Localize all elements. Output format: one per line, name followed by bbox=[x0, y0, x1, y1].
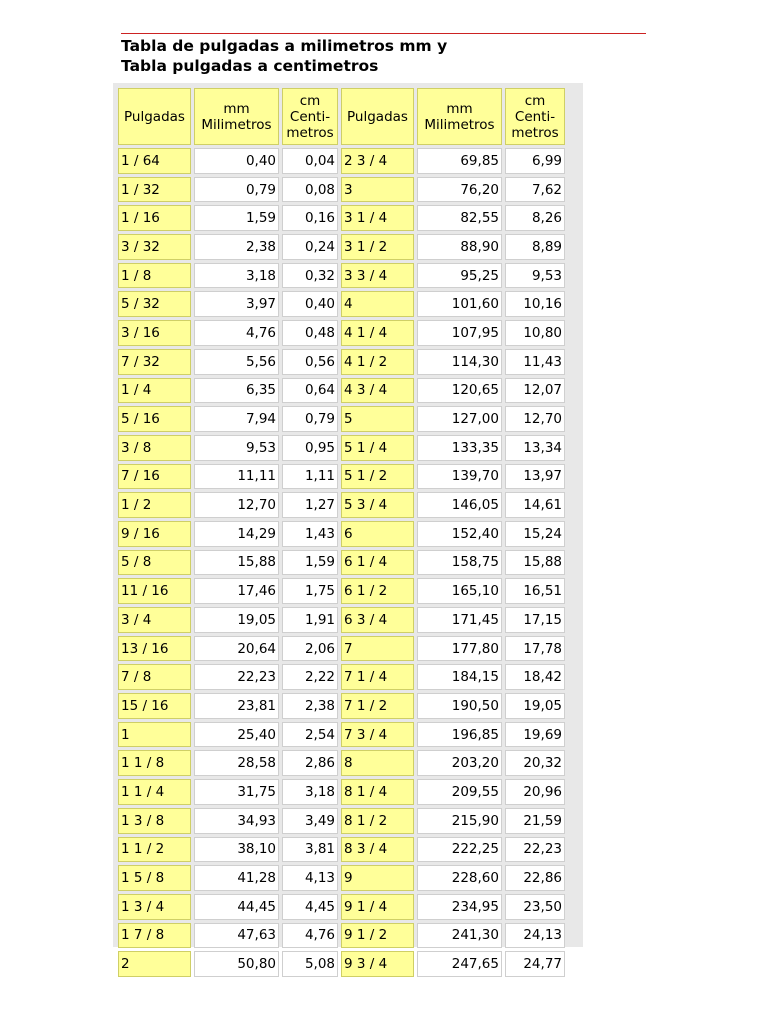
mm-cell: 0,40 bbox=[194, 148, 279, 174]
cm-cell: 1,75 bbox=[282, 578, 338, 604]
mm-cell: 120,65 bbox=[417, 378, 502, 404]
cm-cell: 5,08 bbox=[282, 951, 338, 977]
cm-cell: 11,43 bbox=[505, 349, 565, 375]
inches-cell: 3 1 / 2 bbox=[341, 234, 414, 260]
cm-cell: 12,07 bbox=[505, 378, 565, 404]
mm-cell: 76,20 bbox=[417, 177, 502, 203]
inches-cell: 4 1 / 2 bbox=[341, 349, 414, 375]
mm-cell: 101,60 bbox=[417, 291, 502, 317]
inches-cell: 8 3 / 4 bbox=[341, 837, 414, 863]
cm-cell: 1,43 bbox=[282, 521, 338, 547]
cm-cell: 4,45 bbox=[282, 894, 338, 920]
cm-cell: 17,78 bbox=[505, 636, 565, 662]
cm-cell: 23,50 bbox=[505, 894, 565, 920]
mm-cell: 12,70 bbox=[194, 492, 279, 518]
mm-cell: 215,90 bbox=[417, 808, 502, 834]
cm-cell: 19,69 bbox=[505, 722, 565, 748]
inches-cell: 15 / 16 bbox=[118, 693, 191, 719]
mm-cell: 5,56 bbox=[194, 349, 279, 375]
cm-cell: 1,27 bbox=[282, 492, 338, 518]
mm-cell: 88,90 bbox=[417, 234, 502, 260]
cm-cell: 0,08 bbox=[282, 177, 338, 203]
mm-cell: 23,81 bbox=[194, 693, 279, 719]
mm-cell: 152,40 bbox=[417, 521, 502, 547]
inches-cell: 13 / 16 bbox=[118, 636, 191, 662]
inches-cell: 6 bbox=[341, 521, 414, 547]
cm-cell: 0,24 bbox=[282, 234, 338, 260]
cm-cell: 21,59 bbox=[505, 808, 565, 834]
mm-cell: 41,28 bbox=[194, 865, 279, 891]
mm-cell: 69,85 bbox=[417, 148, 502, 174]
table-row bbox=[118, 693, 565, 719]
mm-cell: 38,10 bbox=[194, 837, 279, 863]
header-cm-2-unit: cm bbox=[524, 92, 546, 109]
mm-cell: 47,63 bbox=[194, 923, 279, 949]
mm-cell: 0,79 bbox=[194, 177, 279, 203]
cm-cell: 0,64 bbox=[282, 378, 338, 404]
mm-cell: 31,75 bbox=[194, 779, 279, 805]
title-line-2: Tabla pulgadas a centimetros bbox=[121, 57, 379, 75]
inches-cell: 2 bbox=[118, 951, 191, 977]
mm-cell: 165,10 bbox=[417, 578, 502, 604]
inches-cell: 3 3 / 4 bbox=[341, 263, 414, 289]
inches-cell: 7 / 16 bbox=[118, 464, 191, 490]
inches-cell: 5 / 32 bbox=[118, 291, 191, 317]
cm-cell: 13,97 bbox=[505, 464, 565, 490]
table-row bbox=[118, 205, 565, 231]
inches-cell: 6 1 / 2 bbox=[341, 578, 414, 604]
header-mm-2-unit: mm bbox=[446, 100, 473, 117]
table-row bbox=[118, 521, 565, 547]
cm-cell: 3,81 bbox=[282, 837, 338, 863]
header-cm-2-label-b: metros bbox=[511, 124, 559, 141]
mm-cell: 127,00 bbox=[417, 406, 502, 432]
inches-cell: 7 / 32 bbox=[118, 349, 191, 375]
cm-cell: 9,53 bbox=[505, 263, 565, 289]
mm-cell: 196,85 bbox=[417, 722, 502, 748]
mm-cell: 222,25 bbox=[417, 837, 502, 863]
mm-cell: 114,30 bbox=[417, 349, 502, 375]
table-row bbox=[118, 578, 565, 604]
cm-cell: 0,16 bbox=[282, 205, 338, 231]
header-cm-1 bbox=[282, 88, 338, 145]
table-row bbox=[118, 894, 565, 920]
cm-cell: 12,70 bbox=[505, 406, 565, 432]
inches-cell: 8 1 / 2 bbox=[341, 808, 414, 834]
header-pulgadas-1: Pulgadas bbox=[118, 88, 191, 145]
conversion-table-frame bbox=[113, 83, 583, 973]
header-mm-1-label: Milimetros bbox=[201, 116, 272, 133]
table-row bbox=[118, 808, 565, 834]
mm-cell: 28,58 bbox=[194, 750, 279, 776]
inches-cell: 7 1 / 2 bbox=[341, 693, 414, 719]
header-mm-1-unit: mm bbox=[223, 100, 250, 117]
table-row bbox=[118, 951, 565, 977]
mm-cell: 171,45 bbox=[417, 607, 502, 633]
inches-cell: 8 bbox=[341, 750, 414, 776]
mm-cell: 25,40 bbox=[194, 722, 279, 748]
cm-cell: 2,06 bbox=[282, 636, 338, 662]
inches-cell: 1 1 / 8 bbox=[118, 750, 191, 776]
inches-cell: 5 1 / 2 bbox=[341, 464, 414, 490]
inches-cell: 1 1 / 4 bbox=[118, 779, 191, 805]
cm-cell: 22,23 bbox=[505, 837, 565, 863]
mm-cell: 6,35 bbox=[194, 378, 279, 404]
cm-cell: 0,04 bbox=[282, 148, 338, 174]
mm-cell: 7,94 bbox=[194, 406, 279, 432]
inches-cell: 1 / 4 bbox=[118, 378, 191, 404]
inches-cell: 1 7 / 8 bbox=[118, 923, 191, 949]
table-row bbox=[118, 291, 565, 317]
mm-cell: 14,29 bbox=[194, 521, 279, 547]
mm-cell: 4,76 bbox=[194, 320, 279, 346]
header-cm-2-label-a: Centi- bbox=[514, 108, 556, 125]
inches-cell: 1 bbox=[118, 722, 191, 748]
inches-cell: 5 / 16 bbox=[118, 406, 191, 432]
cm-cell: 17,15 bbox=[505, 607, 565, 633]
mm-cell: 247,65 bbox=[417, 951, 502, 977]
inches-cell: 3 / 16 bbox=[118, 320, 191, 346]
header-mm-2 bbox=[417, 88, 502, 145]
mm-cell: 34,93 bbox=[194, 808, 279, 834]
inches-cell: 5 3 / 4 bbox=[341, 492, 414, 518]
table-row bbox=[118, 923, 565, 949]
inches-cell: 7 1 / 4 bbox=[341, 664, 414, 690]
inches-cell: 5 1 / 4 bbox=[341, 435, 414, 461]
table-row bbox=[118, 464, 565, 490]
mm-cell: 44,45 bbox=[194, 894, 279, 920]
cm-cell: 24,13 bbox=[505, 923, 565, 949]
table-row bbox=[118, 722, 565, 748]
inches-cell: 3 1 / 4 bbox=[341, 205, 414, 231]
mm-cell: 20,64 bbox=[194, 636, 279, 662]
header-pulgadas-2: Pulgadas bbox=[341, 88, 414, 145]
cm-cell: 14,61 bbox=[505, 492, 565, 518]
cm-cell: 13,34 bbox=[505, 435, 565, 461]
mm-cell: 50,80 bbox=[194, 951, 279, 977]
title-line-1: Tabla de pulgadas a milimetros mm y bbox=[121, 37, 448, 55]
inches-cell: 7 / 8 bbox=[118, 664, 191, 690]
table-row bbox=[118, 378, 565, 404]
cm-cell: 15,24 bbox=[505, 521, 565, 547]
table-row bbox=[118, 636, 565, 662]
mm-cell: 139,70 bbox=[417, 464, 502, 490]
mm-cell: 146,05 bbox=[417, 492, 502, 518]
inches-cell: 7 bbox=[341, 636, 414, 662]
cm-cell: 16,51 bbox=[505, 578, 565, 604]
cm-cell: 4,13 bbox=[282, 865, 338, 891]
inches-cell: 9 / 16 bbox=[118, 521, 191, 547]
cm-cell: 10,16 bbox=[505, 291, 565, 317]
mm-cell: 19,05 bbox=[194, 607, 279, 633]
inches-cell: 4 1 / 4 bbox=[341, 320, 414, 346]
inches-cell: 8 1 / 4 bbox=[341, 779, 414, 805]
table-row bbox=[118, 435, 565, 461]
cm-cell: 7,62 bbox=[505, 177, 565, 203]
mm-cell: 3,97 bbox=[194, 291, 279, 317]
table-row bbox=[118, 234, 565, 260]
inches-cell: 1 3 / 8 bbox=[118, 808, 191, 834]
inches-cell: 4 3 / 4 bbox=[341, 378, 414, 404]
cm-cell: 0,32 bbox=[282, 263, 338, 289]
inches-cell: 7 3 / 4 bbox=[341, 722, 414, 748]
mm-cell: 241,30 bbox=[417, 923, 502, 949]
cm-cell: 6,99 bbox=[505, 148, 565, 174]
cm-cell: 20,32 bbox=[505, 750, 565, 776]
mm-cell: 203,20 bbox=[417, 750, 502, 776]
inches-cell: 5 bbox=[341, 406, 414, 432]
mm-cell: 177,80 bbox=[417, 636, 502, 662]
header-cm-1-label-b: metros bbox=[286, 124, 334, 141]
mm-cell: 3,18 bbox=[194, 263, 279, 289]
cm-cell: 4,76 bbox=[282, 923, 338, 949]
cm-cell: 18,42 bbox=[505, 664, 565, 690]
top-divider bbox=[121, 33, 646, 34]
cm-cell: 24,77 bbox=[505, 951, 565, 977]
mm-cell: 11,11 bbox=[194, 464, 279, 490]
table-row bbox=[118, 263, 565, 289]
mm-cell: 234,95 bbox=[417, 894, 502, 920]
inches-cell: 9 1 / 4 bbox=[341, 894, 414, 920]
cm-cell: 1,59 bbox=[282, 550, 338, 576]
conversion-table bbox=[115, 85, 568, 980]
inches-cell: 11 / 16 bbox=[118, 578, 191, 604]
table-row bbox=[118, 865, 565, 891]
table-row bbox=[118, 492, 565, 518]
cm-cell: 10,80 bbox=[505, 320, 565, 346]
mm-cell: 22,23 bbox=[194, 664, 279, 690]
mm-cell: 2,38 bbox=[194, 234, 279, 260]
mm-cell: 1,59 bbox=[194, 205, 279, 231]
inches-cell: 9 1 / 2 bbox=[341, 923, 414, 949]
inches-cell: 9 bbox=[341, 865, 414, 891]
cm-cell: 2,22 bbox=[282, 664, 338, 690]
inches-cell: 3 / 8 bbox=[118, 435, 191, 461]
cm-cell: 3,49 bbox=[282, 808, 338, 834]
inches-cell: 3 / 4 bbox=[118, 607, 191, 633]
inches-cell: 6 3 / 4 bbox=[341, 607, 414, 633]
cm-cell: 15,88 bbox=[505, 550, 565, 576]
inches-cell: 1 5 / 8 bbox=[118, 865, 191, 891]
mm-cell: 107,95 bbox=[417, 320, 502, 346]
inches-cell: 1 / 64 bbox=[118, 148, 191, 174]
inches-cell: 9 3 / 4 bbox=[341, 951, 414, 977]
cm-cell: 0,79 bbox=[282, 406, 338, 432]
page-title bbox=[121, 36, 621, 76]
cm-cell: 20,96 bbox=[505, 779, 565, 805]
mm-cell: 184,15 bbox=[417, 664, 502, 690]
cm-cell: 0,40 bbox=[282, 291, 338, 317]
cm-cell: 1,11 bbox=[282, 464, 338, 490]
cm-cell: 1,91 bbox=[282, 607, 338, 633]
inches-cell: 3 / 32 bbox=[118, 234, 191, 260]
table-row bbox=[118, 349, 565, 375]
inches-cell: 2 3 / 4 bbox=[341, 148, 414, 174]
header-mm-1 bbox=[194, 88, 279, 145]
inches-cell: 3 bbox=[341, 177, 414, 203]
table-row bbox=[118, 177, 565, 203]
cm-cell: 2,86 bbox=[282, 750, 338, 776]
cm-cell: 3,18 bbox=[282, 779, 338, 805]
table-row bbox=[118, 664, 565, 690]
mm-cell: 228,60 bbox=[417, 865, 502, 891]
table-row bbox=[118, 779, 565, 805]
inches-cell: 5 / 8 bbox=[118, 550, 191, 576]
mm-cell: 158,75 bbox=[417, 550, 502, 576]
cm-cell: 8,26 bbox=[505, 205, 565, 231]
inches-cell: 4 bbox=[341, 291, 414, 317]
inches-cell: 1 / 32 bbox=[118, 177, 191, 203]
table-body bbox=[118, 148, 565, 977]
header-mm-2-label: Milimetros bbox=[424, 116, 495, 133]
mm-cell: 190,50 bbox=[417, 693, 502, 719]
cm-cell: 22,86 bbox=[505, 865, 565, 891]
cm-cell: 2,54 bbox=[282, 722, 338, 748]
table-row bbox=[118, 607, 565, 633]
inches-cell: 1 / 16 bbox=[118, 205, 191, 231]
table-row bbox=[118, 550, 565, 576]
cm-cell: 0,48 bbox=[282, 320, 338, 346]
header-cm-1-label-a: Centi- bbox=[289, 108, 331, 125]
mm-cell: 95,25 bbox=[417, 263, 502, 289]
mm-cell: 15,88 bbox=[194, 550, 279, 576]
mm-cell: 17,46 bbox=[194, 578, 279, 604]
inches-cell: 1 1 / 2 bbox=[118, 837, 191, 863]
header-cm-2 bbox=[505, 88, 565, 145]
table-row bbox=[118, 320, 565, 346]
cm-cell: 19,05 bbox=[505, 693, 565, 719]
inches-cell: 6 1 / 4 bbox=[341, 550, 414, 576]
inches-cell: 1 3 / 4 bbox=[118, 894, 191, 920]
cm-cell: 0,56 bbox=[282, 349, 338, 375]
cm-cell: 0,95 bbox=[282, 435, 338, 461]
mm-cell: 9,53 bbox=[194, 435, 279, 461]
inches-cell: 1 / 2 bbox=[118, 492, 191, 518]
table-row bbox=[118, 148, 565, 174]
table-header-row bbox=[118, 88, 565, 145]
inches-cell: 1 / 8 bbox=[118, 263, 191, 289]
table-row bbox=[118, 750, 565, 776]
mm-cell: 133,35 bbox=[417, 435, 502, 461]
table-row bbox=[118, 406, 565, 432]
header-cm-1-unit: cm bbox=[299, 92, 321, 109]
mm-cell: 209,55 bbox=[417, 779, 502, 805]
cm-cell: 8,89 bbox=[505, 234, 565, 260]
cm-cell: 2,38 bbox=[282, 693, 338, 719]
mm-cell: 82,55 bbox=[417, 205, 502, 231]
table-row bbox=[118, 837, 565, 863]
